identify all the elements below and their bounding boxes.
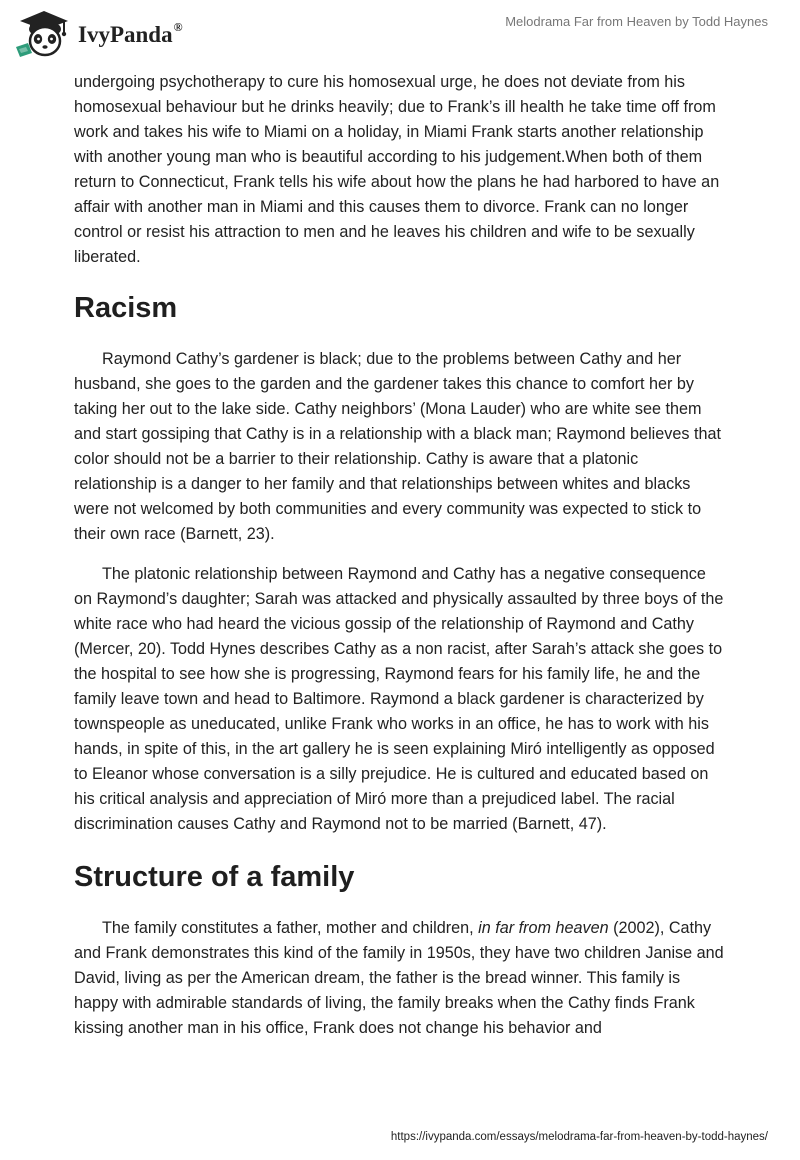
paragraph-family-1	[74, 916, 724, 1041]
film-title-italic: in far from heaven	[478, 919, 609, 937]
source-url-link[interactable]: https://ivypanda.com/essays/melodrama-far-from-heaven-by-todd-haynes/	[390, 1131, 768, 1143]
family-text-before: The family constitutes a father, mother and children,	[102, 919, 479, 937]
logo-wordmark	[78, 22, 183, 48]
paragraph-intro: undergoing psychotherapy to cure his homosexual urge, he does not deviate from his homosexual behaviour but he drinks heavily; due to Frank’s ill health he take time off from work and takes his wife to Miami on a holiday, in Miami Frank starts another relationship with another young man who is beautiful according to his judgement.When both of them return to Connecticut, Frank tells his wife about how the plans he had harbored to have an affair with another man in Miami and this causes them to divorce. Frank can no longer control or resist his attraction to men and he leaves his children and wife to be sexually liberated.	[74, 73, 720, 266]
ivypanda-logo[interactable]	[14, 7, 214, 61]
page-header	[0, 0, 800, 70]
paragraph-racism-1: Raymond Cathy’s gardener is black; due to the problems between Cathy and her husband, she goes to the garden and the gardener takes this chance to comfort her by taking her out to the lake side. Cathy neighbors’ (Mona Lauder) who are white see them and start gossiping that Cathy is in a relationship with a black man; Raymond believes that color should not be a barrier to their relationship. Cathy is aware that a platonic relationship is a danger to her family and that relationships between whites and blacks were not welcomed by both communities and every community was expected to stick to their own race (Barnett, 23).	[74, 350, 721, 543]
family-text-after: (2002), Cathy and Frank demonstrates this kind of the family in 1950s, they have two children Janise and David, living as per the American dream, the father is the bread winner. This family is happy with admirable standards of living, the family breaks when the Cathy finds Frank kissing another man in his office, Frank does not change his behavior and	[74, 919, 724, 1037]
heading-structure-of-family: Structure of a family	[74, 861, 355, 893]
essay-content	[74, 70, 724, 1041]
panda-graduate-icon	[14, 7, 78, 61]
logo-registered-mark: ®	[173, 20, 183, 34]
heading-racism: Racism	[74, 292, 178, 324]
logo-text: IvyPanda	[78, 22, 173, 47]
document-title: Melodrama Far from Heaven by Todd Haynes	[505, 14, 768, 29]
paragraph-racism-2: The platonic relationship between Raymond and Cathy has a negative consequence on Raymond’s daughter; Sarah was attacked and physically assaulted by three boys of the white race who had heard the vicious gossip of the relationship of Raymond and Cathy (Mercer, 20). Todd Hynes describes Cathy as a non racist, after Sarah’s attack she goes to the hospital to see how she is progressing, Raymond fears for his family life, he and the family leave town and head to Baltimore. Raymond a black gardener is characterized by townspeople as uneducated, unlike Frank who works in an office, he has to work with his hands, in spite of this, in the art gallery he is seen explaining Miró intelligently as opposed to Eleanor whose conversation is a silly prejudice. He is cultured and educated based on his critical analysis and appreciation of Miró more than a prejudiced label. The racial discrimination causes Cathy and Raymond not to be married (Barnett, 47).	[74, 565, 724, 833]
